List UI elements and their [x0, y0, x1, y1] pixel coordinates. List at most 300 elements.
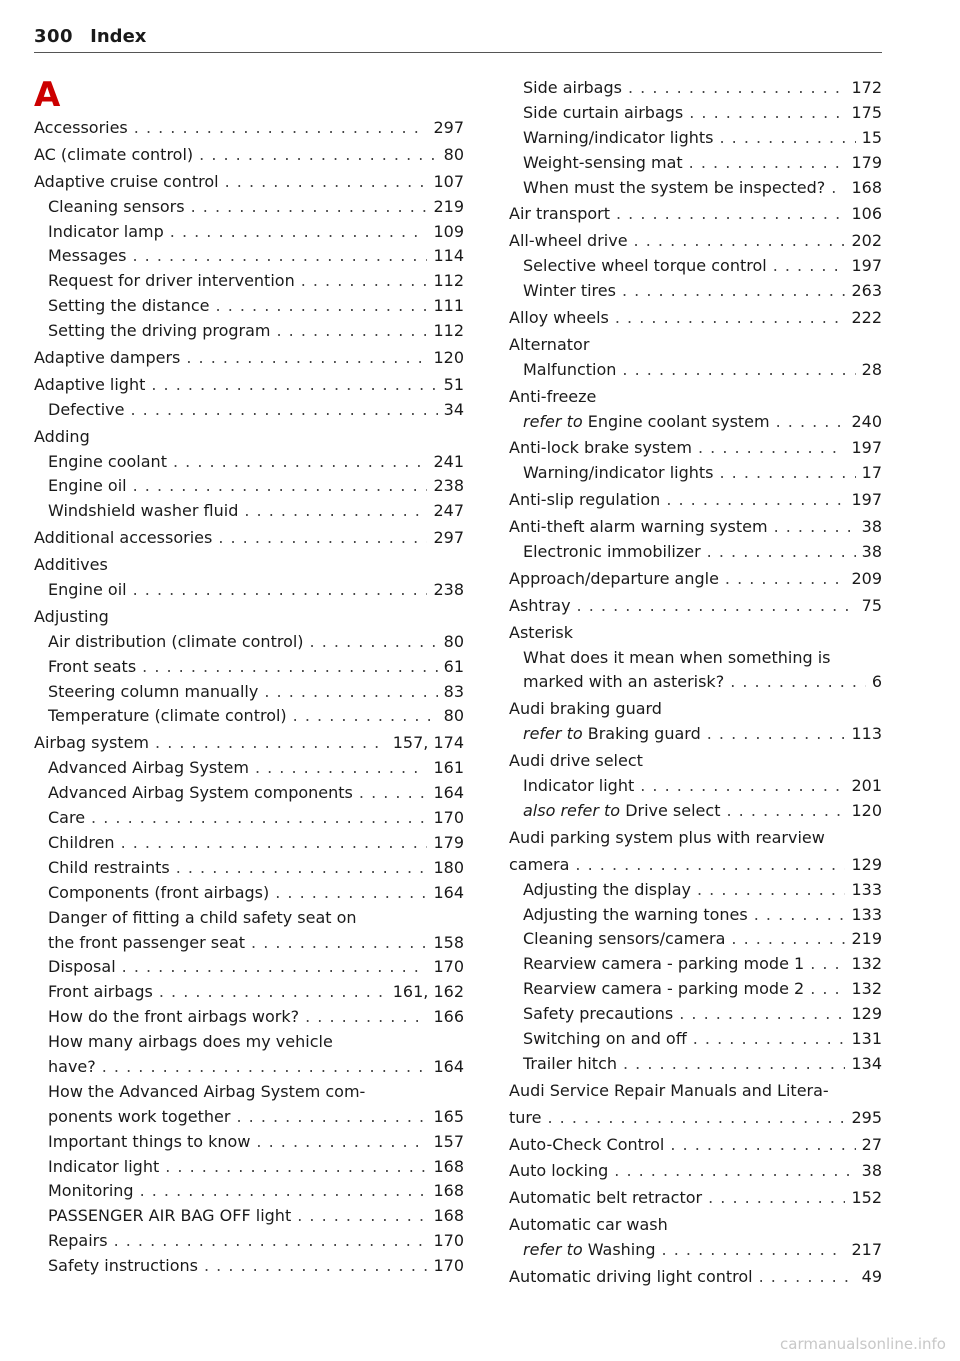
page-reference: 51 [443, 374, 464, 394]
page-reference: 161 [433, 758, 464, 778]
dot-leader [547, 1106, 845, 1131]
entry-label [523, 461, 713, 486]
entry-label [509, 567, 719, 592]
index-subentry [34, 831, 464, 856]
dot-leader [689, 151, 846, 176]
dot-leader [810, 977, 845, 1002]
entry-label [509, 826, 825, 851]
dot-leader [102, 1055, 428, 1080]
entry-label [48, 630, 304, 655]
page-reference: 80 [443, 631, 464, 651]
entry-text: Alloy wheels [509, 308, 609, 328]
dot-leader [616, 202, 845, 227]
entry-text: How the Advanced Airbag System com- [48, 1081, 366, 1101]
entry-text: Auto locking [509, 1161, 609, 1181]
entry-label [34, 373, 145, 398]
entry-label [523, 952, 804, 977]
entry-label [48, 955, 116, 980]
entry-text: Air transport [509, 204, 610, 224]
page-reference: 120 [433, 348, 464, 368]
index-entry [509, 229, 882, 254]
entry-label [48, 1080, 365, 1105]
entry-label [523, 878, 691, 903]
page-reference: 172 [851, 78, 882, 97]
cross-reference-prefix: refer to [523, 1240, 583, 1260]
entry-text: AC (climate control) [34, 144, 194, 164]
dot-leader [165, 1155, 427, 1180]
entry-text: Important things to know [48, 1131, 251, 1151]
index-entry [509, 1133, 882, 1158]
index-subentry [34, 680, 464, 705]
index-entry [509, 1265, 882, 1290]
entry-text: What does it mean when something is [523, 647, 831, 667]
dot-leader [159, 980, 387, 1005]
index-entry [34, 116, 464, 141]
dot-leader [264, 680, 437, 705]
dot-leader [218, 526, 427, 551]
dot-leader [670, 1133, 855, 1158]
entry-text: Components (front airbags) [48, 882, 270, 902]
index-subentry [34, 704, 464, 729]
page-reference: 263 [851, 281, 882, 301]
index-subentry [34, 781, 464, 806]
dot-leader [130, 398, 437, 423]
entry-label [509, 229, 628, 254]
dot-leader [622, 279, 845, 304]
entry-label [509, 1079, 829, 1104]
index-subentry [34, 881, 464, 906]
dot-leader [173, 450, 427, 475]
page-reference: 297 [433, 528, 464, 548]
dot-leader [707, 540, 856, 565]
dot-leader [91, 806, 427, 831]
dot-leader [776, 410, 846, 435]
entry-text: Setting the driving program [48, 321, 271, 341]
cross-reference-prefix: refer to [523, 411, 583, 431]
entry-text: camera [509, 854, 570, 874]
index-entry [509, 1186, 882, 1211]
page-reference: 201 [851, 776, 882, 796]
index-entry [34, 346, 464, 371]
page-reference: 157, 174 [392, 733, 464, 753]
entry-label [509, 488, 660, 513]
entry-text: Anti-lock brake system [509, 438, 692, 458]
entry-text: Messages [48, 246, 127, 266]
index-entry [509, 306, 882, 331]
index-subentry [34, 856, 464, 881]
index-subentry [34, 474, 464, 499]
entry-text: Warning/indicator lights [523, 127, 714, 147]
entry-text: Rearview camera - parking mode 2 [523, 979, 805, 999]
index-subentry [509, 1027, 882, 1052]
index-entry [509, 697, 882, 722]
entry-text: Cleaning sensors [48, 196, 185, 216]
index-column-right [509, 76, 882, 1290]
entry-text: Electronic immobilizer [523, 542, 701, 562]
entry-label [48, 1105, 230, 1130]
entry-label [509, 1265, 753, 1290]
page-reference: 129 [851, 854, 882, 874]
entry-text: Front seats [48, 656, 137, 676]
entry-text: Adaptive cruise control [34, 171, 219, 191]
page-reference: 297 [433, 118, 464, 137]
page-number: 300 [34, 26, 74, 47]
entry-text: When must the system be inspected? [523, 177, 826, 197]
watermark: carmanualsonline.info [780, 1335, 946, 1353]
entry-text: Airbag system [34, 733, 150, 753]
dot-leader [614, 1159, 855, 1184]
entry-label [48, 756, 249, 781]
dot-leader [151, 373, 437, 398]
entry-text: Engine oil [48, 476, 127, 496]
entry-label [48, 806, 85, 831]
entry-text: Auto-Check Control [509, 1134, 665, 1154]
page-reference: 113 [851, 724, 882, 744]
entry-label [523, 254, 767, 279]
dot-leader [305, 1005, 427, 1030]
page-reference: 106 [851, 204, 882, 224]
entry-label [48, 781, 353, 806]
entry-label [523, 76, 622, 101]
index-subentry [509, 722, 882, 747]
index-subentry [34, 1055, 464, 1080]
index-subentry [509, 977, 882, 1002]
entry-label [48, 831, 115, 856]
cross-reference-prefix: refer to [523, 724, 583, 744]
dot-leader [623, 1052, 845, 1077]
entry-text: Braking guard [587, 724, 701, 744]
entry-label [48, 704, 287, 729]
entry-text: Setting the distance [48, 296, 210, 316]
dot-leader [244, 499, 427, 524]
dot-leader [725, 567, 846, 592]
index-column-left [34, 116, 464, 1279]
page-reference: 180 [433, 857, 464, 877]
entry-label [48, 269, 295, 294]
dot-leader [773, 254, 846, 279]
dot-leader [199, 143, 437, 168]
page-reference: 164 [433, 1056, 464, 1076]
dot-leader [186, 346, 427, 371]
index-subentry [509, 1238, 882, 1263]
index-subentry [509, 774, 882, 799]
entry-label [48, 195, 185, 220]
entry-text: ponents work together [48, 1106, 231, 1126]
entry-text: Children [48, 832, 115, 852]
index-subentry [509, 799, 882, 824]
entry-text: Adaptive light [34, 374, 146, 394]
dot-leader [176, 856, 428, 881]
page-reference: 240 [851, 411, 882, 431]
page-reference: 61 [443, 656, 464, 676]
entry-label [34, 526, 212, 551]
entry-label [48, 1204, 291, 1229]
entry-text: Advanced Airbag System components [48, 783, 353, 803]
page-reference: 168 [433, 1181, 464, 1201]
dot-leader [634, 229, 846, 254]
dot-leader [225, 170, 428, 195]
index-subentry [509, 1002, 882, 1027]
page-reference: 6 [871, 672, 882, 692]
entry-label [34, 425, 90, 450]
index-subentry [34, 319, 464, 344]
entry-text: Air distribution (climate control) [48, 631, 304, 651]
index-subentry [509, 670, 882, 695]
entry-text: Cleaning sensors/camera [523, 929, 726, 949]
dot-leader [697, 878, 845, 903]
page-reference: 209 [851, 568, 882, 588]
entry-text: Additional accessories [34, 528, 213, 548]
page-reference: 157 [433, 1131, 464, 1151]
index-entry [34, 731, 464, 756]
index-entry [34, 373, 464, 398]
index-subentry [509, 540, 882, 565]
entry-text: Danger of fitting a child safety seat on [48, 907, 357, 927]
page-reference: 170 [433, 1231, 464, 1251]
entry-label [48, 1130, 250, 1155]
page-reference: 109 [433, 221, 464, 241]
page-reference: 158 [433, 932, 464, 952]
entry-text: Repairs [48, 1231, 108, 1251]
entry-text: Automatic driving light control [509, 1266, 753, 1286]
dot-leader [666, 488, 845, 513]
index-subentry [509, 254, 882, 279]
entry-text: All-wheel drive [509, 231, 628, 251]
index-subentry [509, 358, 882, 383]
index-subentry [34, 220, 464, 245]
page-reference: 132 [851, 979, 882, 999]
entry-text: Audi drive select [509, 751, 643, 771]
entry-text: Engine coolant system [587, 411, 770, 431]
entry-text: Washing [587, 1240, 656, 1260]
entry-text: Defective [48, 399, 125, 419]
entry-text: Automatic car wash [509, 1215, 668, 1235]
entry-text: Care [48, 808, 86, 828]
dot-leader [216, 294, 428, 319]
entry-text: Weight-sensing mat [523, 152, 683, 172]
index-subentry [34, 955, 464, 980]
page-reference: 27 [861, 1134, 882, 1154]
dot-leader [140, 1179, 428, 1204]
entry-text: Temperature (climate control) [48, 706, 287, 726]
section-title: Index [90, 26, 147, 47]
page-reference: 161, 162 [392, 982, 464, 1002]
index-subentry [34, 1254, 464, 1279]
entry-text: Ashtray [509, 595, 571, 615]
dot-leader [759, 1265, 856, 1290]
entry-text: Indicator light [48, 1156, 160, 1176]
dot-leader [679, 1002, 845, 1027]
dot-leader [628, 76, 845, 101]
page-reference: 134 [851, 1053, 882, 1073]
entry-label [509, 621, 573, 646]
index-subentry [34, 906, 464, 931]
index-subentry [509, 878, 882, 903]
entry-text: marked with an asterisk? [523, 672, 725, 692]
entry-label [509, 853, 569, 878]
index-subentry [509, 151, 882, 176]
page-reference: 131 [851, 1028, 882, 1048]
entry-label [48, 856, 170, 881]
entry-label [523, 410, 770, 435]
entry-text: Drive select [625, 800, 721, 820]
index-subentry [34, 244, 464, 269]
page-reference: 168 [433, 1206, 464, 1226]
index-subentry [34, 578, 464, 603]
entry-label [523, 927, 725, 952]
index-subentry [509, 927, 882, 952]
index-subentry [34, 1229, 464, 1254]
dot-leader [310, 630, 438, 655]
index-subentry [509, 176, 882, 201]
dot-leader [133, 578, 428, 603]
entry-label [48, 499, 238, 524]
entry-label [509, 202, 610, 227]
entry-text: Malfunction [523, 359, 617, 379]
dot-leader [301, 269, 428, 294]
index-entry [509, 1159, 882, 1184]
dot-leader [277, 319, 428, 344]
entry-label [34, 731, 149, 756]
page-reference: 170 [433, 957, 464, 977]
page-reference: 80 [443, 706, 464, 726]
entry-text: Additives [34, 555, 108, 575]
entry-label [509, 1106, 541, 1131]
page-reference: 222 [851, 308, 882, 328]
index-subentry [509, 646, 882, 671]
entry-label [523, 1238, 656, 1263]
index-entry [34, 143, 464, 168]
entry-text: Request for driver intervention [48, 271, 295, 291]
dot-leader [255, 756, 428, 781]
entry-text: PASSENGER AIR BAG OFF light [48, 1206, 292, 1226]
page-reference: 164 [433, 882, 464, 902]
entry-text: Side airbags [523, 78, 622, 97]
dot-leader [689, 101, 845, 126]
page-reference: 112 [433, 271, 464, 291]
dot-leader [359, 781, 428, 806]
index-entry [509, 826, 882, 851]
page-reference: 168 [851, 177, 882, 197]
entry-label [523, 1027, 687, 1052]
page-reference: 238 [433, 476, 464, 496]
page-reference: 179 [851, 152, 882, 172]
index-subentry [34, 980, 464, 1005]
entry-text: Switching on and off [523, 1028, 687, 1048]
page-reference: 197 [851, 438, 882, 458]
entry-label [34, 346, 180, 371]
entry-text: have? [48, 1056, 96, 1076]
page-reference: 217 [851, 1240, 882, 1260]
entry-label [48, 1254, 198, 1279]
entry-text: Audi Service Repair Manuals and Litera- [509, 1080, 829, 1100]
entry-text: Windshield washer fluid [48, 501, 239, 521]
index-entry [509, 621, 882, 646]
index-entry [34, 553, 464, 578]
page-reference: 38 [861, 517, 882, 537]
page-reference: 295 [851, 1107, 882, 1127]
entry-label [523, 1052, 617, 1077]
index-subentry [509, 1052, 882, 1077]
entry-text: Audi parking system plus with rearview [509, 827, 825, 847]
entry-label [523, 977, 804, 1002]
page-reference: 75 [861, 595, 882, 615]
entry-label [523, 126, 713, 151]
entry-text: Adaptive dampers [34, 348, 181, 368]
entry-label [509, 436, 692, 461]
index-entry [34, 526, 464, 551]
entry-label [509, 1213, 668, 1238]
page-reference: 38 [861, 1161, 882, 1181]
index-subentry [34, 1130, 464, 1155]
entry-label [509, 333, 589, 358]
entry-text: Safety precautions [523, 1004, 674, 1024]
entry-label [523, 358, 616, 383]
entry-text: ture [509, 1107, 542, 1127]
dot-leader [575, 853, 845, 878]
dot-leader [155, 731, 387, 756]
entry-label [523, 670, 724, 695]
page-reference: 28 [861, 359, 882, 379]
entry-label [509, 749, 643, 774]
entry-text: Indicator light [523, 776, 635, 796]
entry-text: Audi braking guard [509, 699, 662, 719]
dot-leader [251, 931, 427, 956]
entry-text: Anti-freeze [509, 386, 597, 406]
page-reference: 107 [433, 171, 464, 191]
dot-leader [726, 799, 845, 824]
entry-label [523, 279, 616, 304]
index-subentry [34, 294, 464, 319]
entry-label [523, 799, 720, 824]
page-reference: 17 [861, 463, 882, 483]
index-subentry [509, 126, 882, 151]
entry-text: Child restraints [48, 857, 170, 877]
page-reference: 152 [851, 1188, 882, 1208]
dot-leader [708, 1186, 845, 1211]
dot-leader [577, 594, 856, 619]
entry-label [523, 722, 701, 747]
entry-text: Selective wheel torque control [523, 256, 767, 276]
index-subentry [34, 630, 464, 655]
entry-text: Accessories [34, 118, 128, 137]
page-reference: 170 [433, 808, 464, 828]
dot-leader [810, 952, 845, 977]
dot-leader [132, 244, 427, 269]
entry-label [48, 680, 258, 705]
dot-leader [275, 881, 427, 906]
page-reference: 112 [433, 321, 464, 341]
index-entry [509, 1106, 882, 1131]
index-subentry [34, 1005, 464, 1030]
index-entry [509, 436, 882, 461]
index-entry [509, 488, 882, 513]
index-subentry [34, 1030, 464, 1055]
page-reference: 114 [433, 246, 464, 266]
index-subentry [509, 279, 882, 304]
entry-text: Front airbags [48, 982, 153, 1002]
entry-label [523, 774, 634, 799]
entry-label [48, 655, 136, 680]
entry-text: Advanced Airbag System [48, 758, 249, 778]
entry-text: Engine coolant [48, 451, 167, 471]
page-reference: 38 [861, 542, 882, 562]
entry-label [48, 1055, 96, 1080]
dot-leader [730, 670, 866, 695]
entry-text: Automatic belt retractor [509, 1188, 703, 1208]
entry-label [509, 306, 609, 331]
entry-text: Trailer hitch [523, 1053, 617, 1073]
